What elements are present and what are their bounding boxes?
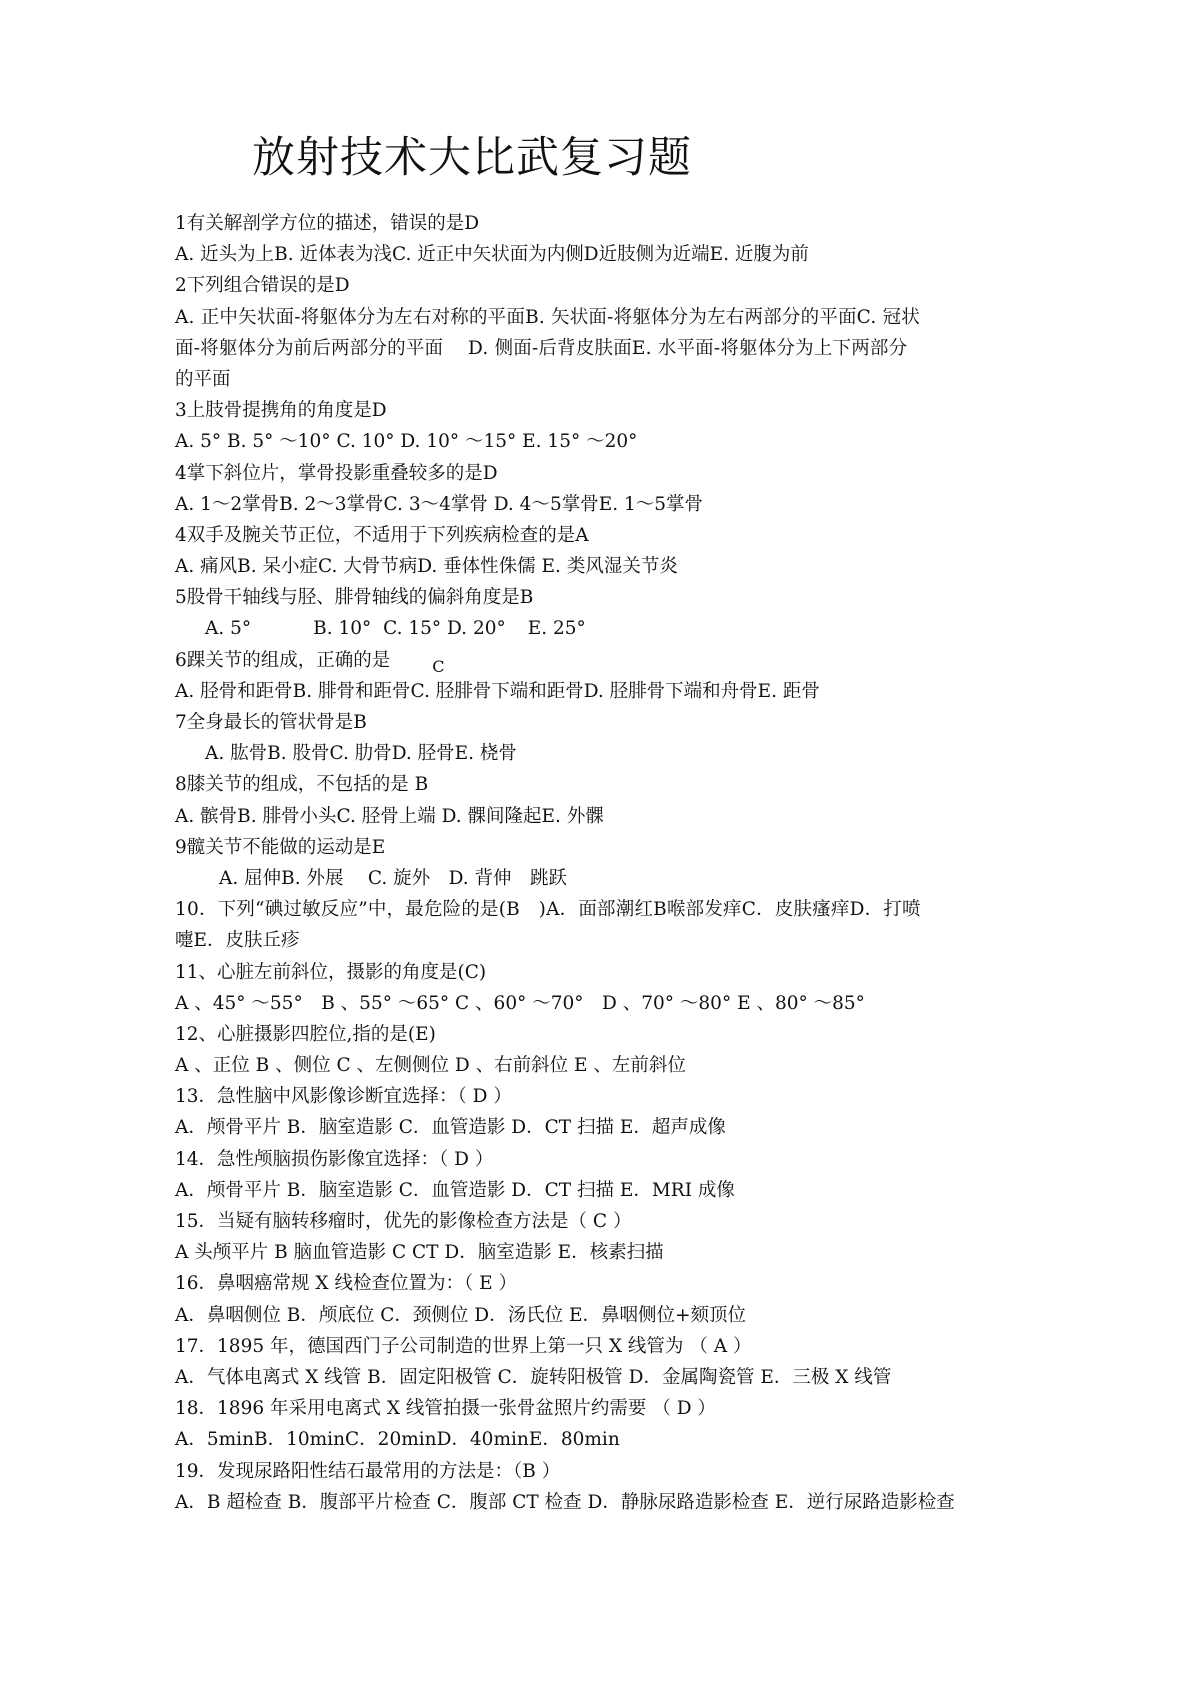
question-17-options: A．气体电离式 X 线管 B．固定阳极管 C．旋转阳极管 D．金属陶瓷管 E．三极 X 线管 xyxy=(175,1366,892,1388)
question-18-options: A．5minB．10minC．20minD．40minE．80min xyxy=(175,1429,620,1451)
option-e: E. 25° xyxy=(527,618,586,640)
question-2: 2下列组合错误的是D xyxy=(175,275,350,297)
option-b: B. 10° xyxy=(313,618,372,640)
question-12: 12、心脏摄影四腔位,指的是(E) xyxy=(175,1023,436,1045)
question-5-options xyxy=(175,613,1020,644)
question-3: 3上肢骨提携角的角度是D xyxy=(175,400,387,422)
question-12-options: A 、正位 B 、侧位 C 、左侧侧位 D 、右前斜位 E 、左前斜位 xyxy=(175,1055,686,1077)
question-9: 9髋关节不能做的运动是E xyxy=(175,836,386,858)
question-8-options: A. 髌骨B. 腓骨小头C. 胫骨上端 D. 髁间隆起E. 外髁 xyxy=(175,805,604,827)
option-c-d: C. 15° D. 20° xyxy=(383,618,506,640)
question-11: 11、心脏左前斜位，摄影的角度是(C) xyxy=(175,961,487,983)
question-14: 14．急性颅脑损伤影像宜选择：（ D ） xyxy=(175,1148,494,1170)
question-15: 15．当疑有脑转移瘤时，优先的影像检查方法是（ C ） xyxy=(175,1211,632,1232)
question-11-options: A 、45° ～55° B 、55° ～65° C 、60° ～70° D 、70° ～80° E 、80° ～85° xyxy=(175,992,865,1014)
question-7-options: A. 肱骨B. 股骨C. 肋骨D. 胫骨E. 桡骨 xyxy=(205,743,517,765)
question-4b: 4双手及腕关节正位，不适用于下列疾病检查的是A xyxy=(175,524,589,546)
question-13: 13．急性脑中风影像诊断宜选择：（ D ） xyxy=(175,1086,512,1108)
option-a: A. 5° xyxy=(205,618,252,640)
question-7: 7全身最长的管状骨是B xyxy=(175,712,367,733)
question-5: 5股骨干轴线与胫、腓骨轴线的偏斜角度是B xyxy=(175,587,534,609)
question-10-continued: 嚏E．皮肤丘疹 xyxy=(175,930,300,952)
question-4a: 4掌下斜位片，掌骨投影重叠较多的是D xyxy=(175,462,498,484)
question-8: 8膝关节的组成，不包括的是 B xyxy=(175,774,429,796)
question-14-options: A．颅骨平片 B．脑室造影 C．血管造影 D．CT 扫描 E．MRI 成像 xyxy=(175,1179,735,1201)
question-1: 1有关解剖学方位的描述，错误的是D xyxy=(175,213,480,234)
question-6-options: A. 胫骨和距骨B. 腓骨和距骨C. 胫腓骨下端和距骨D. 胫腓骨下端和舟骨E. 距骨 xyxy=(175,680,820,702)
question-9-options: A. 屈伸B. 外展 C. 旋外 D. 背伸 跳跃 xyxy=(219,867,568,889)
question-6-text: 6踝关节的组成，正确的是 xyxy=(175,649,391,671)
question-16: 16．鼻咽癌常规 X 线检查位置为：（ E ） xyxy=(175,1273,517,1295)
question-15-options: A 头颅平片 B 脑血管造影 C CT D．脑室造影 E．核素扫描 xyxy=(175,1242,664,1264)
question-19: 19．发现尿路阳性结石最常用的方法是：（B ） xyxy=(175,1460,561,1482)
question-4a-options: A. 1～2掌骨B. 2～3掌骨C. 3～4掌骨 D. 4～5掌骨E. 1～5掌骨 xyxy=(175,493,704,515)
question-3-options: A. 5° B. 5° ～10° C. 10° D. 10° ～15° E. 15° ～20° xyxy=(175,431,638,453)
question-17: 17．1895 年，德国西门子公司制造的世界上第一只 X 线管为 （ A ） xyxy=(175,1335,752,1357)
question-6-answer: C xyxy=(432,656,445,676)
question-2-options-line-2: 面-将躯体分为前后两部分的平面 D. 侧面-后背皮肤面E. 水平面-将躯体分为上下两部分 xyxy=(175,337,908,359)
question-16-options: A．鼻咽侧位 B．颅底位 C．颈侧位 D．汤氏位 E．鼻咽侧位+颏顶位 xyxy=(175,1304,746,1326)
document-title: 放射技术大比武复习题 xyxy=(252,133,692,183)
question-1-options: A. 近头为上B. 近体表为浅C. 近正中矢状面为内侧D近肢侧为近端E. 近腹为前 xyxy=(175,244,809,266)
question-18: 18．1896 年采用电离式 X 线管拍摄一张骨盆照片约需要 （ D ） xyxy=(175,1398,716,1420)
question-13-options: A．颅骨平片 B．脑室造影 C．血管造影 D．CT 扫描 E．超声成像 xyxy=(175,1117,726,1139)
question-10: 10．下列“碘过敏反应”中，最危险的是(B )A．面部潮红B喉部发痒C．皮肤瘙痒D．打喷 xyxy=(175,899,921,921)
question-19-options: A．B 超检查 B．腹部平片检查 C．腹部 CT 检查 D．静脉尿路造影检查 E．逆行尿路造影检查 xyxy=(175,1491,955,1513)
question-4b-options: A. 痛风B. 呆小症C. 大骨节病D. 垂体性侏儒 E. 类风湿关节炎 xyxy=(175,556,678,578)
question-6 xyxy=(175,645,1020,676)
question-2-options-line-3: 的平面 xyxy=(175,368,231,390)
question-2-options-line-1: A. 正中矢状面-将躯体分为左右对称的平面B. 矢状面-将躯体分为左右两部分的平面C. 冠状 xyxy=(175,306,920,328)
question-list xyxy=(175,208,1020,1518)
